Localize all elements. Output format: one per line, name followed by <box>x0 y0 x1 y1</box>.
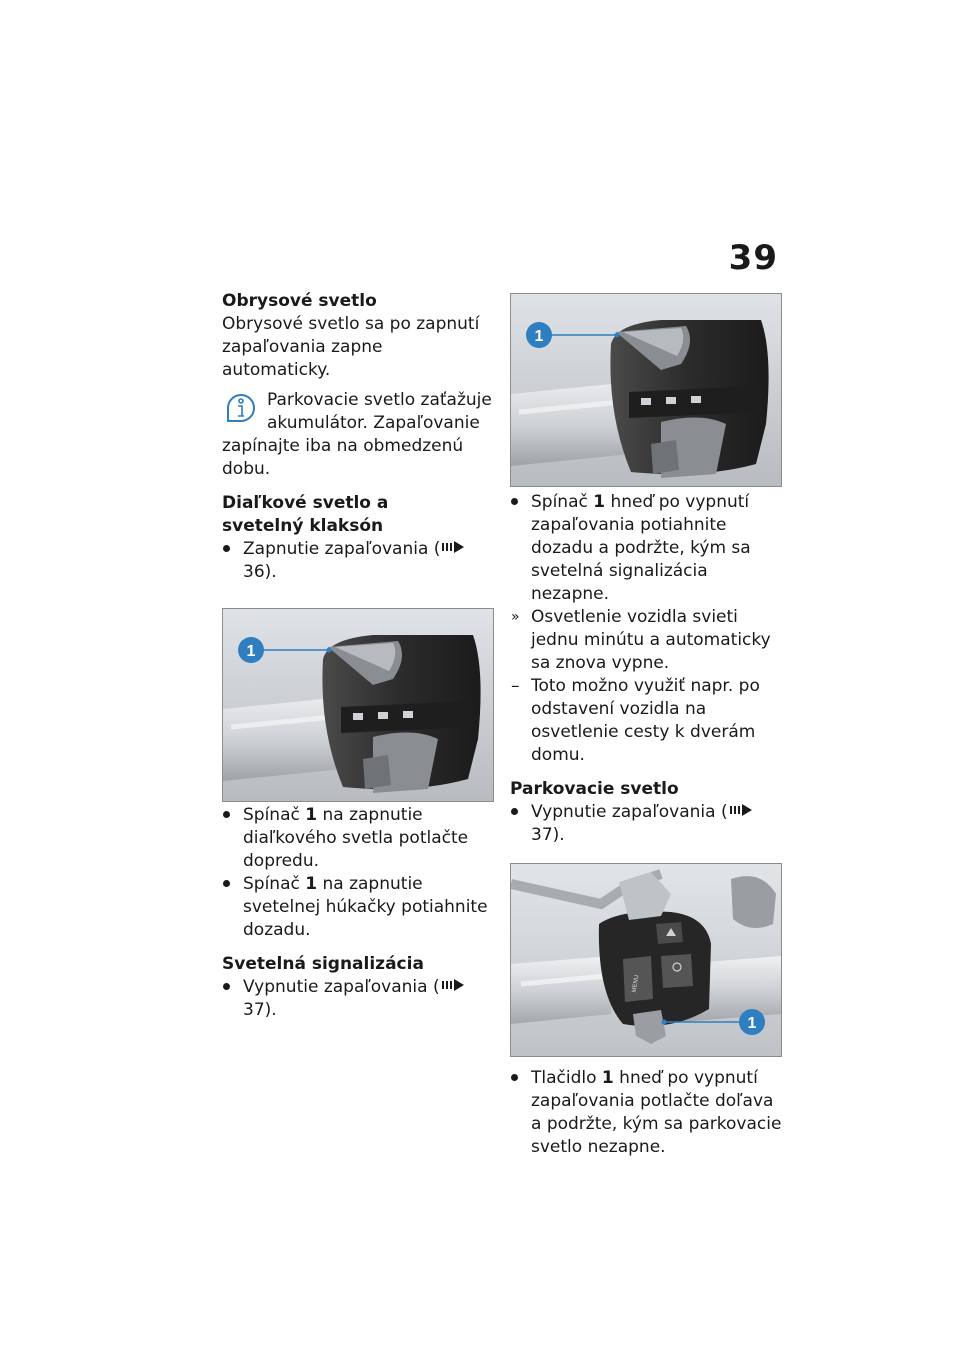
info-icon <box>224 391 258 425</box>
section-heading: Svetelná signalizácia <box>222 954 424 974</box>
section-heading: Parkovacie svetlo <box>510 779 679 799</box>
page-reference[interactable]: 36). <box>243 562 277 582</box>
section-light-signal <box>222 953 494 1022</box>
section-high-beam <box>222 492 494 942</box>
bullet-icon <box>511 498 518 505</box>
instruction-item: Spínač 1 na zapnutie svetelnej húkačky potiahnite dozadu. <box>222 873 494 942</box>
bullet-icon <box>223 983 230 990</box>
tip-item: – Toto možno využiť napr. po odstavení vozidla na osvetlenie cesty k dverám domu. <box>511 676 760 765</box>
page-reference-arrow-icon <box>730 804 752 816</box>
note-block <box>222 389 494 481</box>
figure-light-signal-switch <box>510 293 782 487</box>
instruction-item: Spínač 1 na zapnutie diaľkového svetla potlačte dopredu. <box>222 804 494 873</box>
instruction-item: Spínač 1 hneď po vypnutí zapaľovania potiahnite dozadu a podržte, kým sa svetelná signalizácia nezapne. <box>510 491 782 606</box>
left-column <box>222 290 494 1022</box>
page-reference-arrow-icon <box>442 979 464 991</box>
page-number: 39 <box>728 238 778 278</box>
right-column <box>510 293 782 1159</box>
bullet-icon <box>223 880 230 887</box>
result-icon: » <box>511 609 520 625</box>
dash-icon: – <box>511 676 520 696</box>
prerequisite-item: Vypnutie zapaľovania (37). <box>222 976 494 1022</box>
figure-callout-number: 1 <box>246 643 256 660</box>
bullet-icon <box>223 811 230 818</box>
section-parking-light <box>510 778 782 1159</box>
page-reference-arrow-icon <box>442 541 464 553</box>
page-reference[interactable]: 37). <box>243 1000 277 1020</box>
note-text: Parkovacie svetlo zaťažuje akumulátor. Zapaľovanie <box>267 390 492 433</box>
figure-menu-label: MENU <box>631 974 641 994</box>
bullet-icon <box>511 1074 518 1081</box>
figure-callout-number: 1 <box>534 328 544 345</box>
figure-parking-light-button <box>510 863 782 1057</box>
bullet-icon <box>511 808 518 815</box>
figure-high-beam-switch <box>222 608 494 802</box>
prerequisite-item: Zapnutie zapaľovania (36). <box>222 538 494 584</box>
bullet-icon <box>223 545 230 552</box>
note-text-continued: zapínajte iba na obmedzenú dobu. <box>222 436 464 479</box>
prerequisite-item: Vypnutie zapaľovania (37). <box>510 801 782 847</box>
section-heading: Diaľkové svetlo a svetelný klaksón <box>222 493 389 536</box>
instruction-item: Tlačidlo 1 hneď po vypnutí zapaľovania potlačte doľava a podržte, kým sa parkovacie svetlo nezapne. <box>510 1067 782 1159</box>
section-text: Obrysové svetlo sa po zapnutí zapaľovania zapne automaticky. <box>222 314 480 380</box>
section-outline-light <box>222 290 494 481</box>
section-heading: Obrysové svetlo <box>222 291 377 311</box>
page-reference[interactable]: 37). <box>531 825 565 845</box>
figure-callout-number: 1 <box>747 1015 757 1032</box>
result-item: » Osvetlenie vozidla svieti jednu minútu a automaticky sa znova vypne. <box>511 607 771 673</box>
